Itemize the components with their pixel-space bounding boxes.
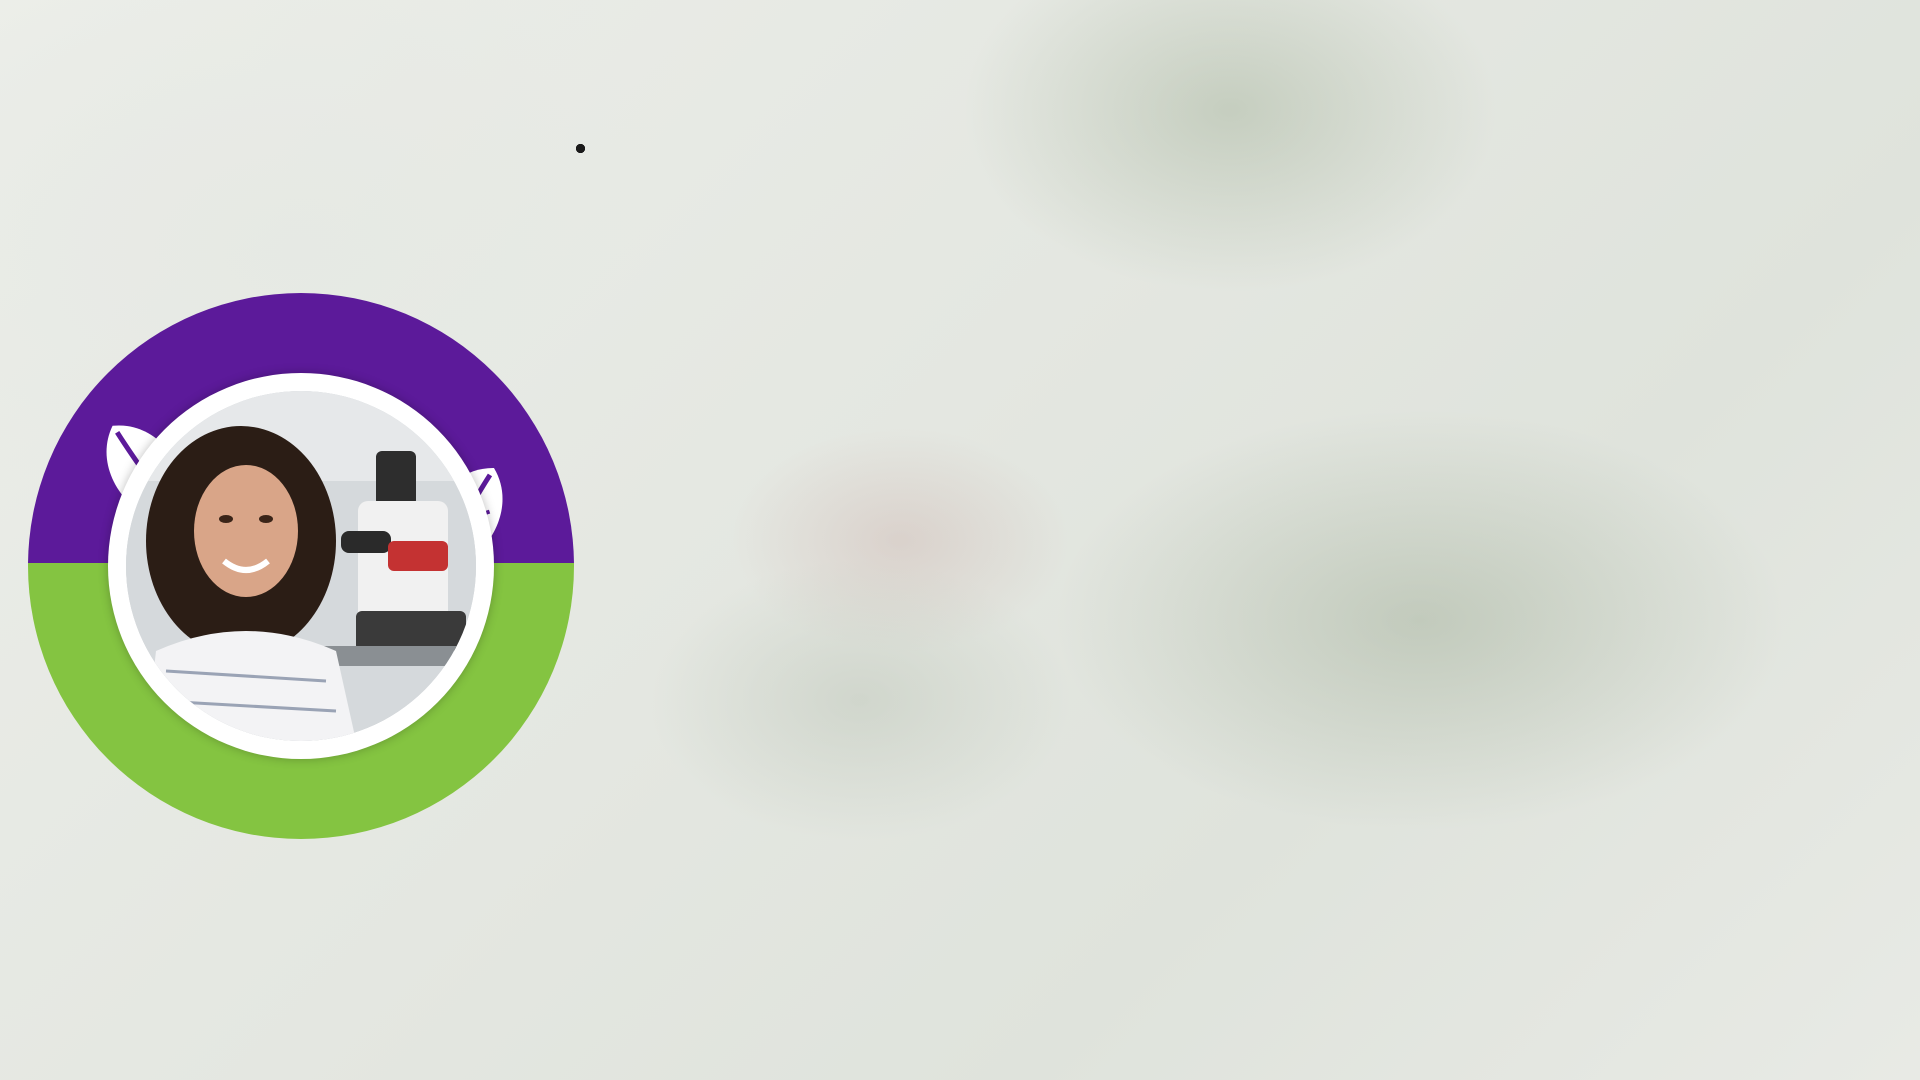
portrait-illustration [126,391,476,741]
profile-badge [28,293,574,839]
portrait-frame [108,373,494,759]
portrait-photo [126,391,476,741]
bio-content [560,0,1920,1080]
bullet-icon [576,144,585,153]
